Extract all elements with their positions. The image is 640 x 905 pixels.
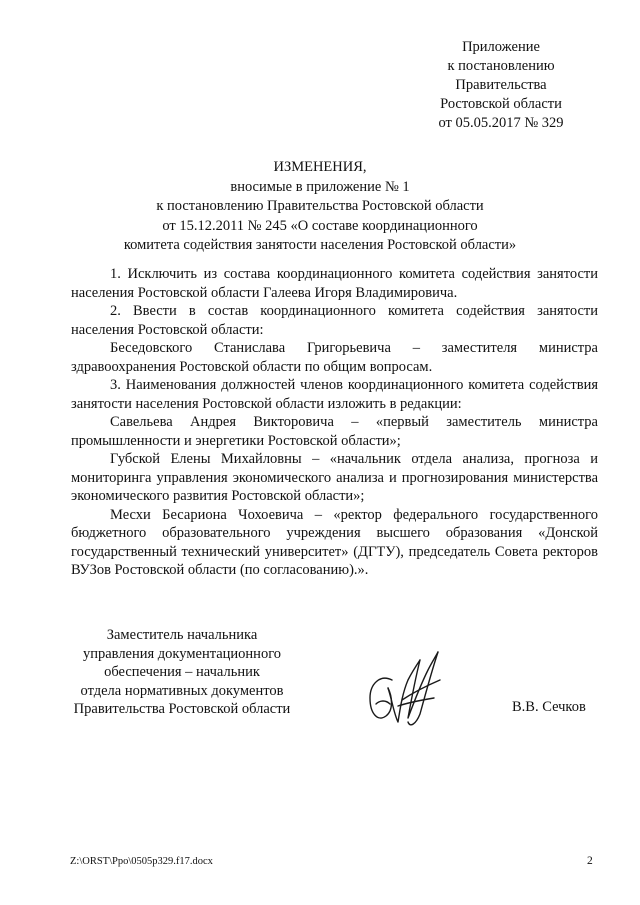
appendix-line: Ростовской области	[440, 96, 562, 112]
footer-file-path: Z:\ORST\Ppo\0505p329.f17.docx	[70, 856, 213, 867]
signatory-position-line: Правительства Ростовской области	[73, 701, 291, 717]
heading-line: комитета содействия занятости населения Ростовской области»	[123, 237, 517, 253]
body-paragraph-item-2: 2. Ввести в состав координационного комитета содействия занятости населения Ростовской области:	[71, 303, 598, 338]
signatory-position-line: Заместитель начальника	[106, 627, 258, 643]
signatory-name: В.В. Сечков	[512, 699, 586, 715]
appendix-line: к постановлению	[447, 58, 555, 74]
heading-line: вносимые в приложение № 1	[230, 178, 410, 195]
page-number: 2	[587, 855, 593, 867]
appendix-block	[404, 38, 598, 133]
body-paragraph-item-3: 3. Наименования должностей членов координационного комитета содействия занятости населения Ростовской области изложить в редакции:	[71, 377, 598, 412]
heading-line: от 15.12.2011 № 245 «О составе координационного	[162, 217, 478, 234]
document-heading	[60, 158, 580, 256]
heading-title: ИЗМЕНЕНИЯ,	[273, 159, 367, 175]
body-paragraph-person: Беседовского Станислава Григорьевича – заместителя министра здравоохранения Ростовской области по общим вопросам.	[71, 340, 598, 375]
body-paragraph-item-1: 1. Исключить из состава координационного комитета содействия занятости населения Ростовской области Галеева Игоря Владимировича.	[71, 266, 598, 301]
document-body	[71, 265, 598, 580]
body-paragraph-person: Губской Елены Михайловны – «начальник отдела анализа, прогноза и мониторинга управления экономического анализа и прогнозирования министерства экономического развития Ростовской области»;	[71, 451, 598, 504]
signatory-position	[62, 626, 302, 719]
appendix-line: Правительства	[455, 77, 547, 93]
handwritten-signature	[358, 640, 448, 732]
body-paragraph-person: Савельева Андрея Викторовича – «первый заместитель министра промышленности и энергетики Ростовской области»;	[71, 414, 598, 449]
heading-line: к постановлению Правительства Ростовской области	[156, 198, 484, 214]
appendix-line: Приложение	[462, 39, 540, 55]
signatory-position-line: отдела нормативных документов	[80, 682, 284, 699]
body-paragraph-person: Месхи Бесариона Чохоевича – «ректор федерального государственного бюджетного образовательного учреждения высшего образования «Донской государственный технический университет» (ДГТУ), председатель Совета ректоров ВУЗов Ростовской области (по согласованию).».	[71, 506, 598, 578]
signatory-position-line: управления документационного	[82, 645, 282, 662]
signatory-position-line: обеспечения – начальник	[104, 664, 260, 680]
appendix-line: от 05.05.2017 № 329	[438, 115, 564, 131]
